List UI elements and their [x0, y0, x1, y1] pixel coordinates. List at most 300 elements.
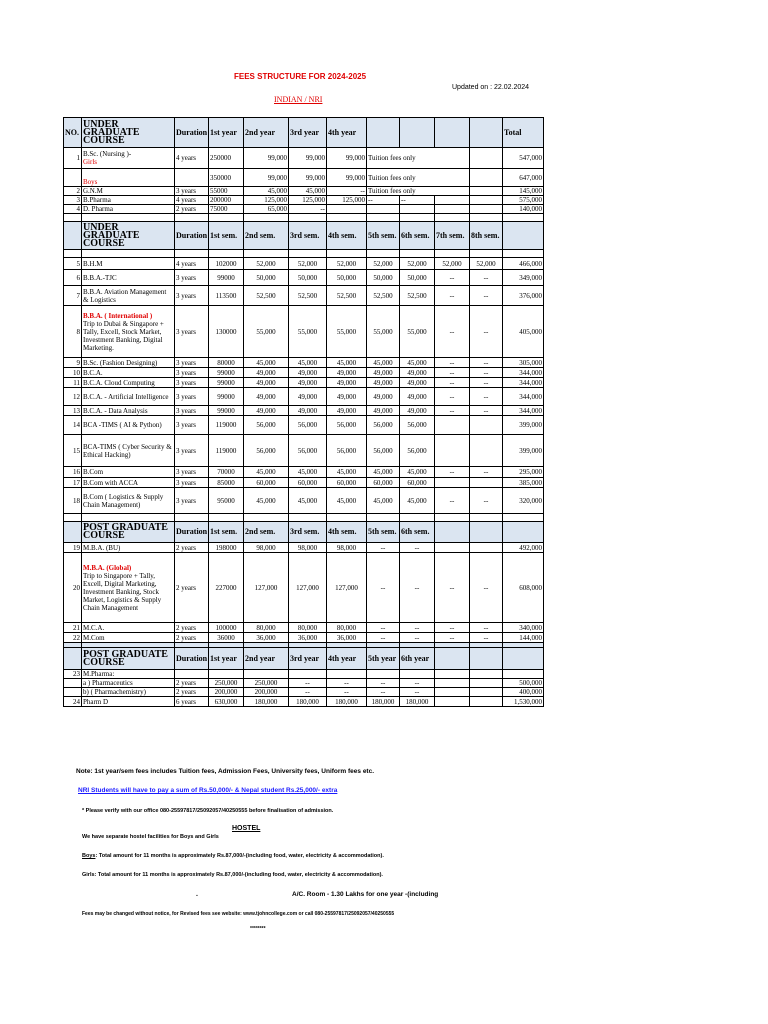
pg-year-header-cell: 3rd year [289, 648, 327, 670]
table-row [64, 286, 544, 306]
fee-cell: 99000 [209, 368, 244, 378]
fee-cell: 125,000 [327, 196, 367, 205]
blank-cell [64, 214, 82, 222]
course-sub: Boys [83, 177, 98, 186]
fee-cell: -- [367, 679, 400, 688]
fee-cell: -- [289, 205, 327, 214]
fee-cell: 49,000 [327, 368, 367, 378]
ug-sem-header-cell: 5th sem. [367, 222, 400, 250]
total-cell: 295,000 [503, 467, 544, 478]
course-title: B.H.M [83, 259, 103, 268]
duration: 3 years [175, 388, 209, 406]
duration: 4 years [175, 148, 209, 169]
blank-row [64, 214, 544, 222]
ug-sem-header-cell [64, 222, 82, 250]
fee-cell: 99000 [209, 378, 244, 388]
blank-cell [503, 514, 544, 522]
table-row [64, 196, 544, 205]
fee-cell: -- [435, 488, 470, 514]
fee-cell: 65,000 [244, 205, 289, 214]
fee-cell: 49,000 [244, 368, 289, 378]
fee-cell-empty [470, 187, 503, 196]
fee-cell [470, 435, 503, 467]
fee-cell: 75000 [209, 205, 244, 214]
fee-cell: 113500 [209, 286, 244, 306]
pg-year-header-cell: 4th year [327, 648, 367, 670]
course-name [82, 435, 175, 467]
note-verify: * Please verify with our office 080-25597817/25092057/40250555 before finalisation of admission. [82, 808, 334, 814]
fee-cell: 55,000 [289, 306, 327, 358]
fee-cell: -- [400, 543, 435, 553]
table-row [64, 679, 544, 688]
fee-cell: -- [327, 187, 367, 196]
fee-cell: -- [435, 368, 470, 378]
fee-cell [435, 670, 470, 679]
fee-cell: 99000 [209, 406, 244, 416]
fee-cell: -- [327, 688, 367, 697]
course-name [82, 358, 175, 368]
course-title: a ) Pharmaceutics [83, 679, 133, 687]
fee-cell: 250000 [209, 148, 244, 169]
course-name [82, 553, 175, 623]
course-name [82, 623, 175, 633]
fee-cell: -- [289, 679, 327, 688]
pg-sem-header-cell [435, 522, 470, 543]
total-cell: 466,000 [503, 258, 544, 270]
fee-cell: 49,000 [244, 406, 289, 416]
ug-sem-header [64, 222, 544, 250]
pg-sem-header-cell: 5th sem. [367, 522, 400, 543]
fee-cell: 45,000 [400, 467, 435, 478]
fee-cell [470, 670, 503, 679]
blank-cell [175, 214, 209, 222]
course-name [82, 543, 175, 553]
duration: 6 years [175, 697, 209, 707]
fee-cell: 98,000 [289, 543, 327, 553]
duration: 3 years [175, 467, 209, 478]
row-number: 14 [64, 416, 82, 435]
fee-cell: 100000 [209, 623, 244, 633]
fee-cell: 95000 [209, 488, 244, 514]
fee-cell: 36,000 [327, 633, 367, 643]
pg-year-header-cell [470, 648, 503, 670]
total-cell: 344,000 [503, 368, 544, 378]
boys-label: Boys [82, 853, 96, 859]
fee-cell: -- [435, 358, 470, 368]
course-title: BCA-TIMS ( Cyber Security & Ethical Hacking) [83, 442, 172, 459]
row-number: 2 [64, 187, 82, 196]
course-title: Pharm D [83, 697, 109, 706]
duration: 2 years [175, 688, 209, 697]
row-number: 3 [64, 196, 82, 205]
fee-cell: -- [367, 688, 400, 697]
stars: ******** [250, 926, 266, 932]
fee-cell: 180,000 [400, 697, 435, 707]
fee-cell: -- [400, 688, 435, 697]
fee-cell: 630,000 [209, 697, 244, 707]
duration: 4 years [175, 196, 209, 205]
total-cell: 349,000 [503, 270, 544, 286]
total-cell: 399,000 [503, 416, 544, 435]
course-name [82, 205, 175, 214]
blank-row [64, 250, 544, 258]
fee-cell: -- [435, 633, 470, 643]
fee-cell [435, 435, 470, 467]
course-name [82, 633, 175, 643]
course-name [82, 670, 175, 679]
fee-cell: -- [435, 623, 470, 633]
pg-sem-header-cell: 1st sem. [209, 522, 244, 543]
fee-cell: 55,000 [400, 306, 435, 358]
fee-cell: 227000 [209, 553, 244, 623]
course-title: B.Com with ACCA [83, 478, 139, 487]
blank-cell [327, 214, 367, 222]
blank-cell [175, 514, 209, 522]
course-name [82, 378, 175, 388]
row-number: 22 [64, 633, 82, 643]
course-name [82, 368, 175, 378]
fee-cell [435, 478, 470, 488]
fee-cell: -- [400, 633, 435, 643]
row-number: 18 [64, 488, 82, 514]
blank-cell [82, 214, 175, 222]
ug-year-header [64, 118, 544, 148]
blank-cell [209, 214, 244, 222]
course-title: B.Com ( Logistics & Supply Chain Management) [83, 492, 164, 509]
row-number: 11 [64, 378, 82, 388]
table-row [64, 416, 544, 435]
fee-cell: 98,000 [244, 543, 289, 553]
blank-cell [400, 250, 435, 258]
blank-cell [64, 514, 82, 522]
table-row [64, 553, 544, 623]
total-cell: 399,000 [503, 435, 544, 467]
pg-year-header [64, 648, 544, 670]
course-title: B.C.A. [83, 368, 103, 377]
fee-cell: 45,000 [327, 467, 367, 478]
duration: 2 years [175, 553, 209, 623]
pg-year-header-cell [503, 648, 544, 670]
ug-year-header-cell: 4th year [327, 118, 367, 148]
fee-cell: -- [470, 488, 503, 514]
fee-cell [435, 543, 470, 553]
ug-year-header-cell: NO. [64, 118, 82, 148]
course-title: b) ( Pharmachemistry) [83, 688, 146, 696]
fee-cell: 49,000 [367, 388, 400, 406]
fee-cell-empty [470, 148, 503, 169]
fee-cell: -- [435, 270, 470, 286]
fee-cell [435, 697, 470, 707]
total-cell: 344,000 [503, 378, 544, 388]
total-cell: 492,000 [503, 543, 544, 553]
ug-sem-header-cell: 2nd sem. [244, 222, 289, 250]
fee-cell: 99000 [209, 388, 244, 406]
course-title: BCA -TIMS ( AI & Python) [83, 421, 162, 429]
fee-cell: 60,000 [289, 478, 327, 488]
fee-cell: 52,000 [470, 258, 503, 270]
fee-note: Tuition fees only [367, 187, 470, 196]
course-name [82, 416, 175, 435]
blank-cell [209, 250, 244, 258]
fee-cell: 50,000 [327, 270, 367, 286]
blank-cell [327, 514, 367, 522]
duration: 3 years [175, 368, 209, 378]
blank-cell [470, 514, 503, 522]
note-fee-change: Fees may be changed without notice, for Revised fees see website: www.tjohncollege.com or call 080-25597817/25092057/40250555 [82, 911, 395, 917]
ug-year-header-cell: Duration [175, 118, 209, 148]
fee-cell: 49,000 [400, 368, 435, 378]
ug-year-header-cell: Total [503, 118, 544, 148]
duration: 2 years [175, 623, 209, 633]
total-cell: 144,000 [503, 633, 544, 643]
blank-row [64, 514, 544, 522]
fee-cell [327, 205, 367, 214]
fee-cell: -- [435, 306, 470, 358]
fee-cell: 45,000 [244, 488, 289, 514]
row-number: 10 [64, 368, 82, 378]
duration: 3 years [175, 406, 209, 416]
fee-cell: 52,000 [367, 258, 400, 270]
fee-cell: 49,000 [367, 406, 400, 416]
fee-cell: -- [470, 358, 503, 368]
fee-cell: 99000 [209, 270, 244, 286]
total-cell: 608,000 [503, 553, 544, 623]
fee-cell [435, 679, 470, 688]
fee-cell: -- [470, 406, 503, 416]
fee-cell: 56,000 [244, 416, 289, 435]
ug-sem-header-cell: 4th sem. [327, 222, 367, 250]
pg-year-header-cell: Duration [175, 648, 209, 670]
fee-cell [470, 416, 503, 435]
table-row [64, 358, 544, 368]
course-title: B.Sc. (Fashion Designing) [83, 358, 158, 367]
blank-cell [503, 214, 544, 222]
fee-cell: -- [400, 623, 435, 633]
table-row [64, 543, 544, 553]
row-number [64, 169, 82, 187]
fee-cell: 127,000 [327, 553, 367, 623]
fee-cell: 49,000 [400, 378, 435, 388]
course-name [82, 478, 175, 488]
fee-cell: 49,000 [289, 406, 327, 416]
blank-cell [367, 514, 400, 522]
blank-cell [503, 250, 544, 258]
row-number: 5 [64, 258, 82, 270]
blank-cell [435, 214, 470, 222]
fee-cell: 99,000 [327, 169, 367, 187]
total-cell: 575,000 [503, 196, 544, 205]
course-title: B.B.A.-TJC [83, 273, 117, 282]
blank-cell [244, 514, 289, 522]
row-number: 9 [64, 358, 82, 368]
hostel-girls: Girls: Total amount for 11 months is approximately Rs.87,000/-(including food, water, electricity & accommodation). [82, 872, 383, 878]
fee-cell: -- [367, 623, 400, 633]
fee-cell: 180,000 [327, 697, 367, 707]
ug-year-header-cell [470, 118, 503, 148]
blank-cell [175, 250, 209, 258]
note-fees-include: Note: 1st year/sem fees includes Tuition fees, Admission Fees, University fees, Uniform fees etc. [76, 768, 375, 775]
row-number: 17 [64, 478, 82, 488]
fee-cell-empty [470, 169, 503, 187]
fee-cell [244, 670, 289, 679]
fee-cell: 99,000 [244, 169, 289, 187]
fee-cell: 49,000 [289, 388, 327, 406]
blank-cell [244, 214, 289, 222]
fee-cell: 55,000 [244, 306, 289, 358]
fee-cell: -- [470, 378, 503, 388]
page-subtitle: INDIAN / NRI [274, 95, 323, 104]
fee-cell: 198000 [209, 543, 244, 553]
pg-sem-header [64, 522, 544, 543]
blank-cell [82, 514, 175, 522]
row-number: 23 [64, 670, 82, 679]
total-cell: 344,000 [503, 388, 544, 406]
pg-sem-header-cell: 3rd sem. [289, 522, 327, 543]
fee-cell: -- [367, 543, 400, 553]
fee-cell: 250,000 [209, 679, 244, 688]
fee-cell: 45,000 [289, 467, 327, 478]
duration: 3 years [175, 187, 209, 196]
blank-cell [367, 214, 400, 222]
ug-sem-header-cell: 3rd sem. [289, 222, 327, 250]
fee-cell: -- [367, 553, 400, 623]
table-row [64, 623, 544, 633]
duration: 3 years [175, 378, 209, 388]
row-number: 6 [64, 270, 82, 286]
fee-cell-empty [470, 205, 503, 214]
fee-cell: 56,000 [327, 435, 367, 467]
row-number [64, 679, 82, 688]
fee-cell: 52,000 [435, 258, 470, 270]
fees-table [63, 117, 544, 707]
fee-cell: 49,000 [400, 388, 435, 406]
ug-sem-header-cell [503, 222, 544, 250]
total-cell: 305,000 [503, 358, 544, 368]
course-name [82, 169, 175, 187]
ug-sem-header-cell: Duration [175, 222, 209, 250]
total-cell: 405,000 [503, 306, 544, 358]
fee-cell: 85000 [209, 478, 244, 488]
fee-cell: 55000 [209, 187, 244, 196]
fee-cell: 52,000 [400, 258, 435, 270]
ug-sem-header-cell: 7th sem. [435, 222, 470, 250]
fee-cell: -- [435, 378, 470, 388]
fee-cell: -- [400, 679, 435, 688]
course-name [82, 688, 175, 697]
course-name [82, 196, 175, 205]
blank-cell [435, 250, 470, 258]
fee-cell: 52,000 [327, 258, 367, 270]
fee-cell: 49,000 [367, 368, 400, 378]
fee-cell: -- [367, 633, 400, 643]
duration [175, 169, 209, 187]
row-number: 1 [64, 148, 82, 169]
course-name [82, 286, 175, 306]
total-cell: 547,000 [503, 148, 544, 169]
fee-cell: 119000 [209, 435, 244, 467]
fee-cell: 60,000 [327, 478, 367, 488]
fee-cell: 45,000 [367, 488, 400, 514]
hostel-title: HOSTEL [232, 825, 261, 832]
fee-cell: 80000 [209, 358, 244, 368]
fee-cell [327, 670, 367, 679]
fee-cell: -- [327, 679, 367, 688]
fee-cell: 99,000 [289, 148, 327, 169]
pg-sem-header-cell: POST GRADUATE COURSE [82, 522, 175, 543]
ug-year-header-cell: 1st year [209, 118, 244, 148]
duration: 2 years [175, 633, 209, 643]
fee-cell: 52,000 [289, 258, 327, 270]
duration: 3 years [175, 416, 209, 435]
table-row [64, 697, 544, 707]
fee-cell: 45,000 [244, 358, 289, 368]
fee-cell [435, 688, 470, 697]
fee-cell: 98,000 [327, 543, 367, 553]
table-row [64, 488, 544, 514]
fee-cell: 56,000 [327, 416, 367, 435]
total-cell: 140,000 [503, 205, 544, 214]
course-name [82, 258, 175, 270]
fee-cell: 80,000 [244, 623, 289, 633]
table-row [64, 205, 544, 214]
fee-cell: 180,000 [289, 697, 327, 707]
table-row [64, 258, 544, 270]
course-title: B.B.A. Aviation Management & Logistics [83, 287, 167, 304]
fee-cell: 36000 [209, 633, 244, 643]
fee-cell: 56,000 [244, 435, 289, 467]
fee-cell-empty [470, 196, 503, 205]
fee-cell: 49,000 [327, 388, 367, 406]
fee-cell: 52,500 [244, 286, 289, 306]
fee-note: Tuition fees only [367, 148, 470, 169]
table-row [64, 378, 544, 388]
course-title: B.Com [83, 468, 104, 476]
fee-cell: 45,000 [289, 358, 327, 368]
fee-cell: 80,000 [289, 623, 327, 633]
ug-year-header-cell: 3rd year [289, 118, 327, 148]
pg-year-header-cell: POST GRADUATE COURSE [82, 648, 175, 670]
pg-sem-header-cell [64, 522, 82, 543]
blank-cell [470, 214, 503, 222]
course-title: M.Pharma: [83, 670, 115, 678]
table-row [64, 388, 544, 406]
course-name [82, 467, 175, 478]
fee-cell: 45,000 [400, 488, 435, 514]
hostel-boys [82, 853, 384, 859]
fee-note [367, 205, 400, 214]
fee-cell: -- [470, 553, 503, 623]
course-title: M.Com [83, 633, 105, 642]
fee-cell: 45,000 [367, 467, 400, 478]
duration: 3 years [175, 488, 209, 514]
blank-cell [289, 250, 327, 258]
fee-cell: -- [435, 286, 470, 306]
table-row [64, 406, 544, 416]
duration: 3 years [175, 306, 209, 358]
fee-cell-empty [435, 205, 470, 214]
course-title: M.C.A. [83, 623, 105, 632]
fee-cell [400, 670, 435, 679]
duration: 2 years [175, 543, 209, 553]
fee-note: -- [367, 196, 400, 205]
course-title: D. Pharma [83, 205, 113, 213]
fee-cell [470, 478, 503, 488]
blank-cell [400, 514, 435, 522]
fee-cell: 99,000 [289, 169, 327, 187]
fee-cell: 56,000 [367, 435, 400, 467]
fee-cell: 52,500 [327, 286, 367, 306]
fee-cell-empty [435, 196, 470, 205]
